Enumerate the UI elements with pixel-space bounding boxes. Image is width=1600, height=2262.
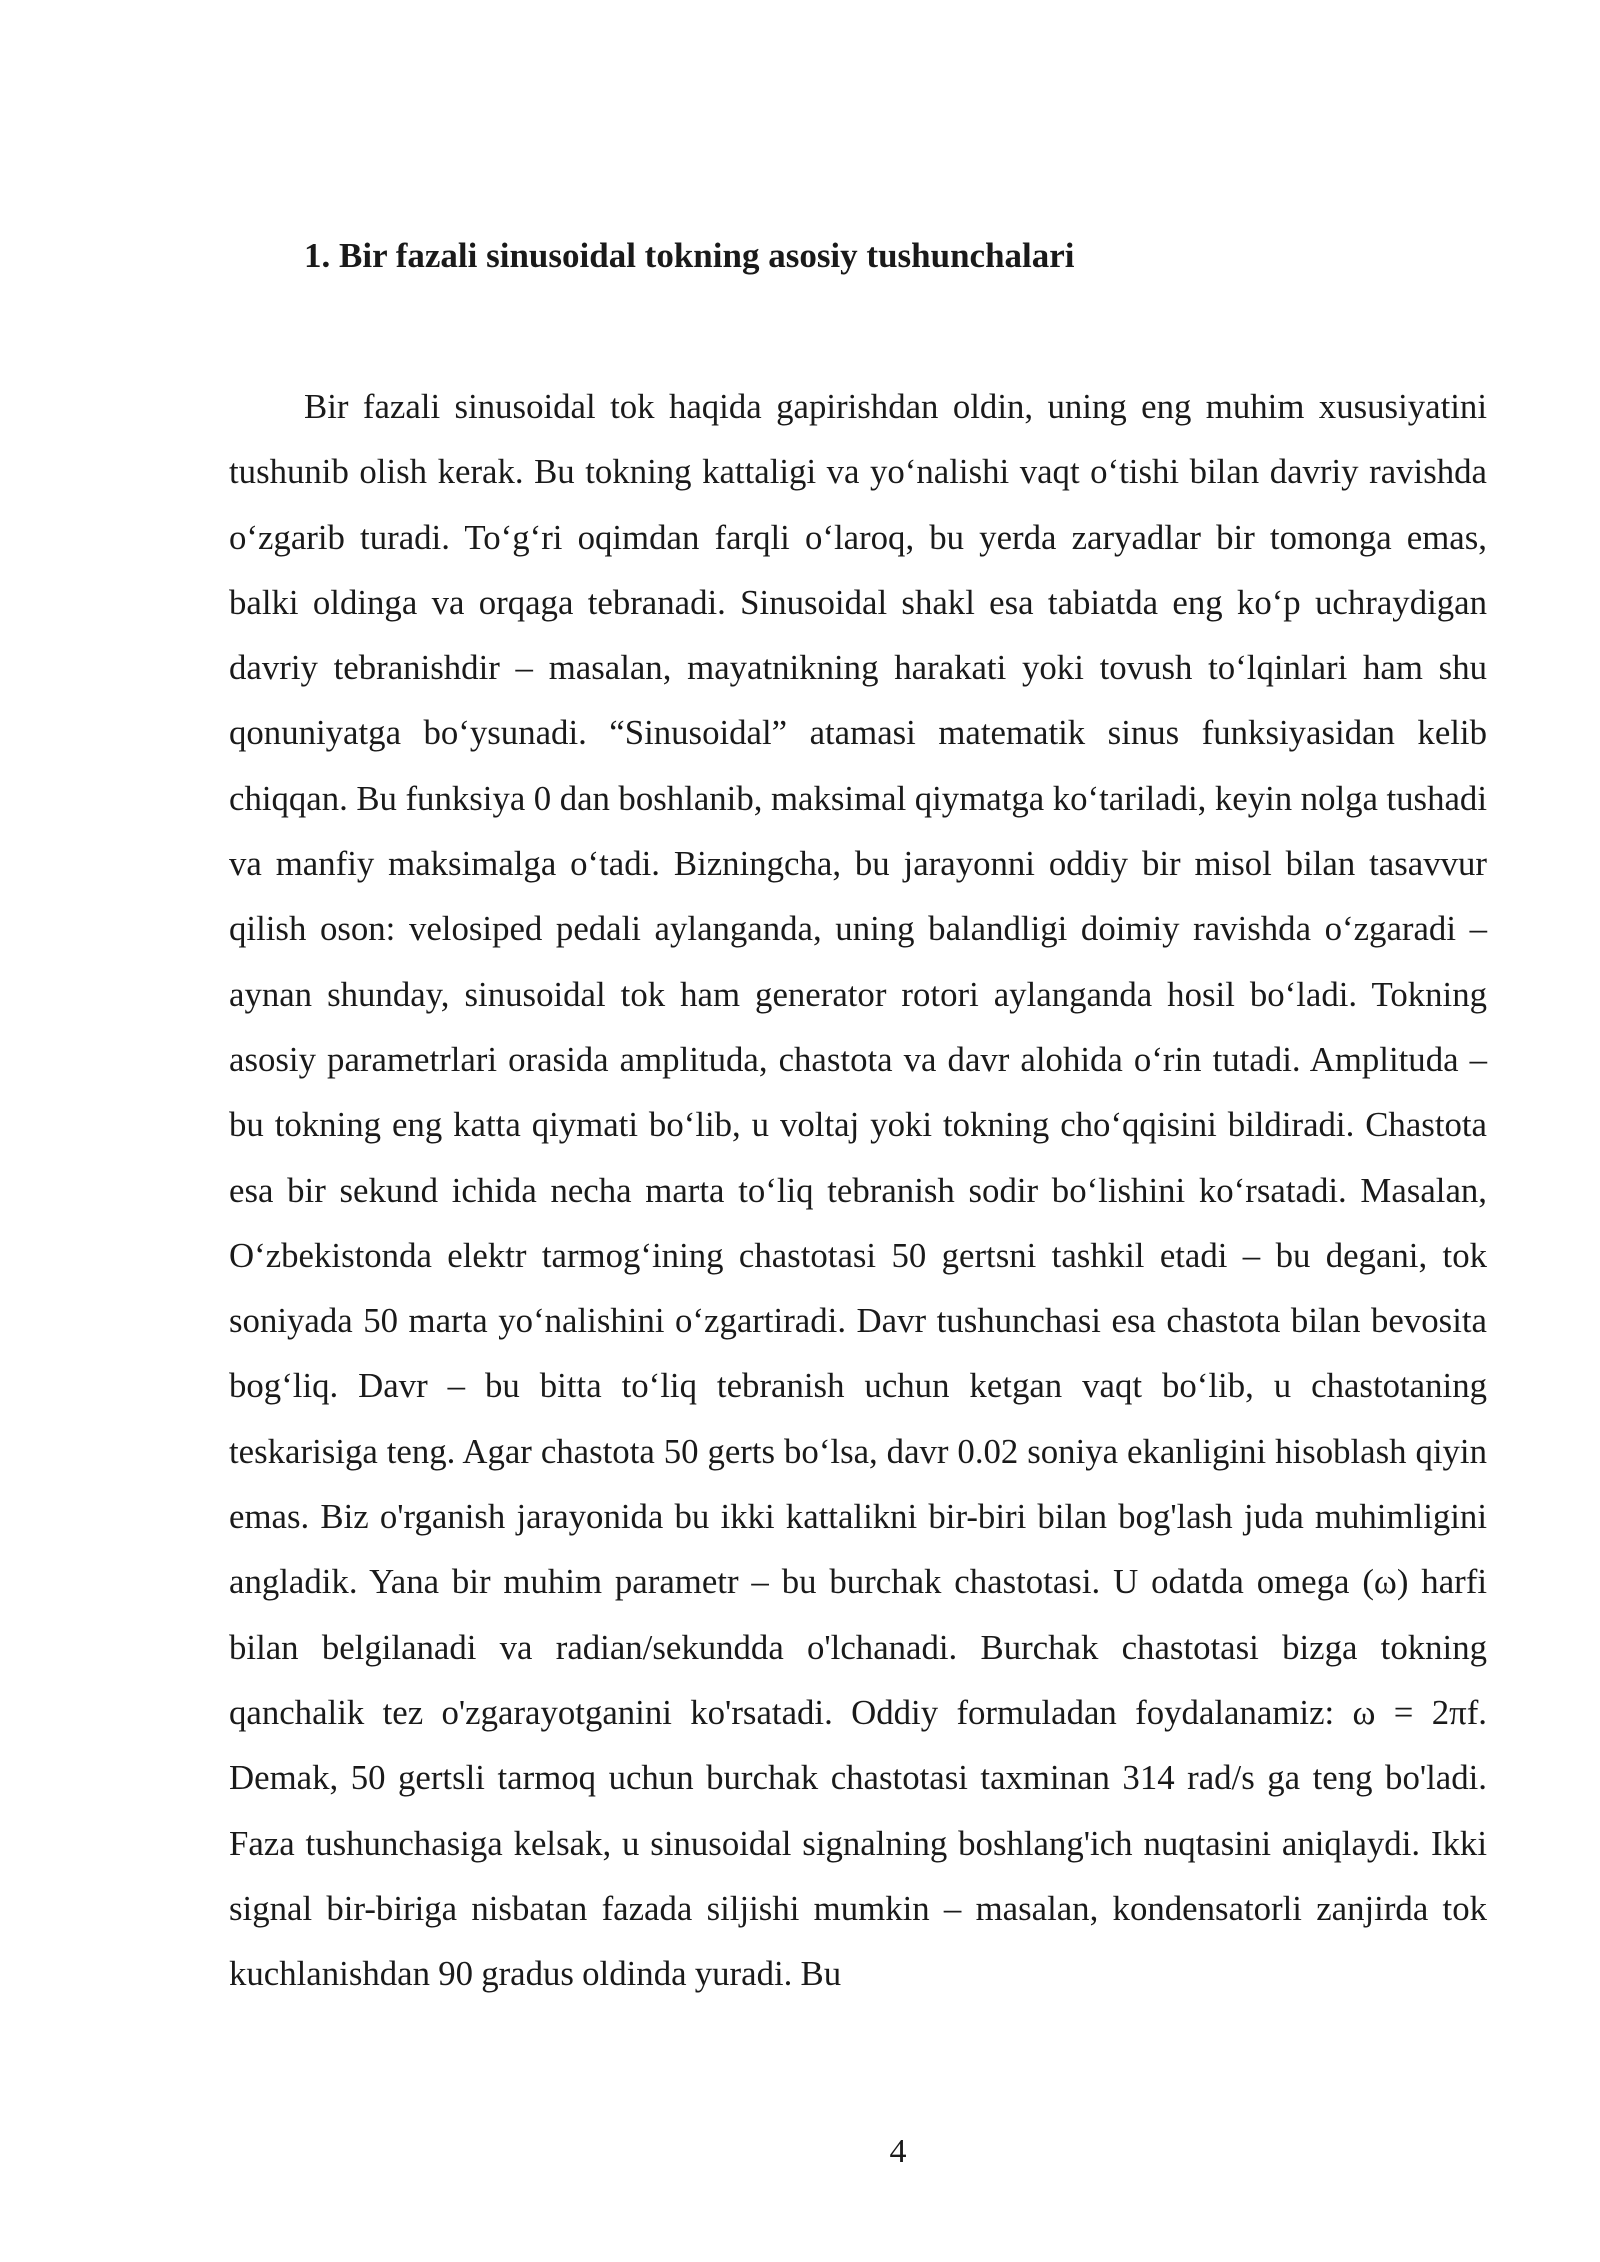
page-number: 4 <box>889 2133 907 2170</box>
body-paragraph: Bir fazali sinusoidal tok haqida gapirishdan oldin, uning eng muhim xususiyatini tushunib olish kerak. Bu tokning kattaligi va yo‘nalishi vaqt o‘tishi bilan davriy ravishda o‘zgarib turadi. To‘g‘ri oqimdan farqli o‘laroq, bu yerda zaryadlar bir tomonga emas, balki oldinga va orqaga tebranadi. Sinusoidal shakl esa tabiatda eng ko‘p uchraydigan davriy tebranishdir – masalan, mayatnikning harakati yoki tovush to‘lqinlari ham shu qonuniyatga bo‘ysunadi. “Sinusoidal” atamasi matematik sinus funksiyasidan kelib chiqqan. Bu funksiya 0 dan boshlanib, maksimal qiymatga ko‘tariladi, keyin nolga tushadi va manfiy maksimalga o‘tadi. Bizningcha, bu jarayonni oddiy bir misol bilan tasavvur qilish oson: velosiped pedali aylanganda, uning balandligi doimiy ravishda o‘zgaradi – aynan shunday, sinusoidal tok ham generator rotori aylanganda hosil bo‘ladi. Tokning asosiy parametrlari orasida amplituda, chastota va davr alohida o‘rin tutadi. Amplituda – bu tokning eng katta qiymati bo‘lib, u voltaj yoki tokning cho‘qqisini bildiradi. Chastota esa bir sekund ichida necha marta to‘liq tebranish sodir bo‘lishini ko‘rsatadi. Masalan, O‘zbekistonda elektr tarmog‘ining chastotasi 50 gertsni tashkil etadi – bu degani, tok soniyada 50 marta yo‘nalishini o‘zgartiradi. Davr tushunchasi esa chastota bilan bevosita bog‘liq. Davr – bu bitta to‘liq tebranish uchun ketgan vaqt bo‘lib, u chastotaning teskarisiga teng. Agar chastota 50 gerts bo‘lsa, davr 0.02 soniya ekanligini hisoblash qiyin emas. Biz o'rganish jarayonida bu ikki kattalikni bir-biri bilan bog'lash juda muhimligini angladik. Yana bir muhim parametr – bu burchak chastotasi. U odatda omega (ω) harfi bilan belgilanadi va radian/sekundda o'lchanadi. Burchak chastotasi bizga tokning qanchalik tez o'zgarayotganini ko'rsatadi. Oddiy formuladan foydalanamiz: ω = 2πf. Demak, 50 gertsli tarmoq uchun burchak chastotasi taxminan 314 rad/s ga teng bo'ladi. Faza tushunchasiga kelsak, u sinusoidal signalning boshlang'ich nuqtasini aniqlaydi. Ikki signal bir-biriga nisbatan fazada siljishi mumkin – masalan, kondensatorli zanjirda tok kuchlanishdan 90 gradus oldinda yuradi. Bu <box>229 387 1487 1994</box>
section-heading: 1. Bir fazali sinusoidal tokning asosiy tushunchalari <box>304 236 1075 275</box>
